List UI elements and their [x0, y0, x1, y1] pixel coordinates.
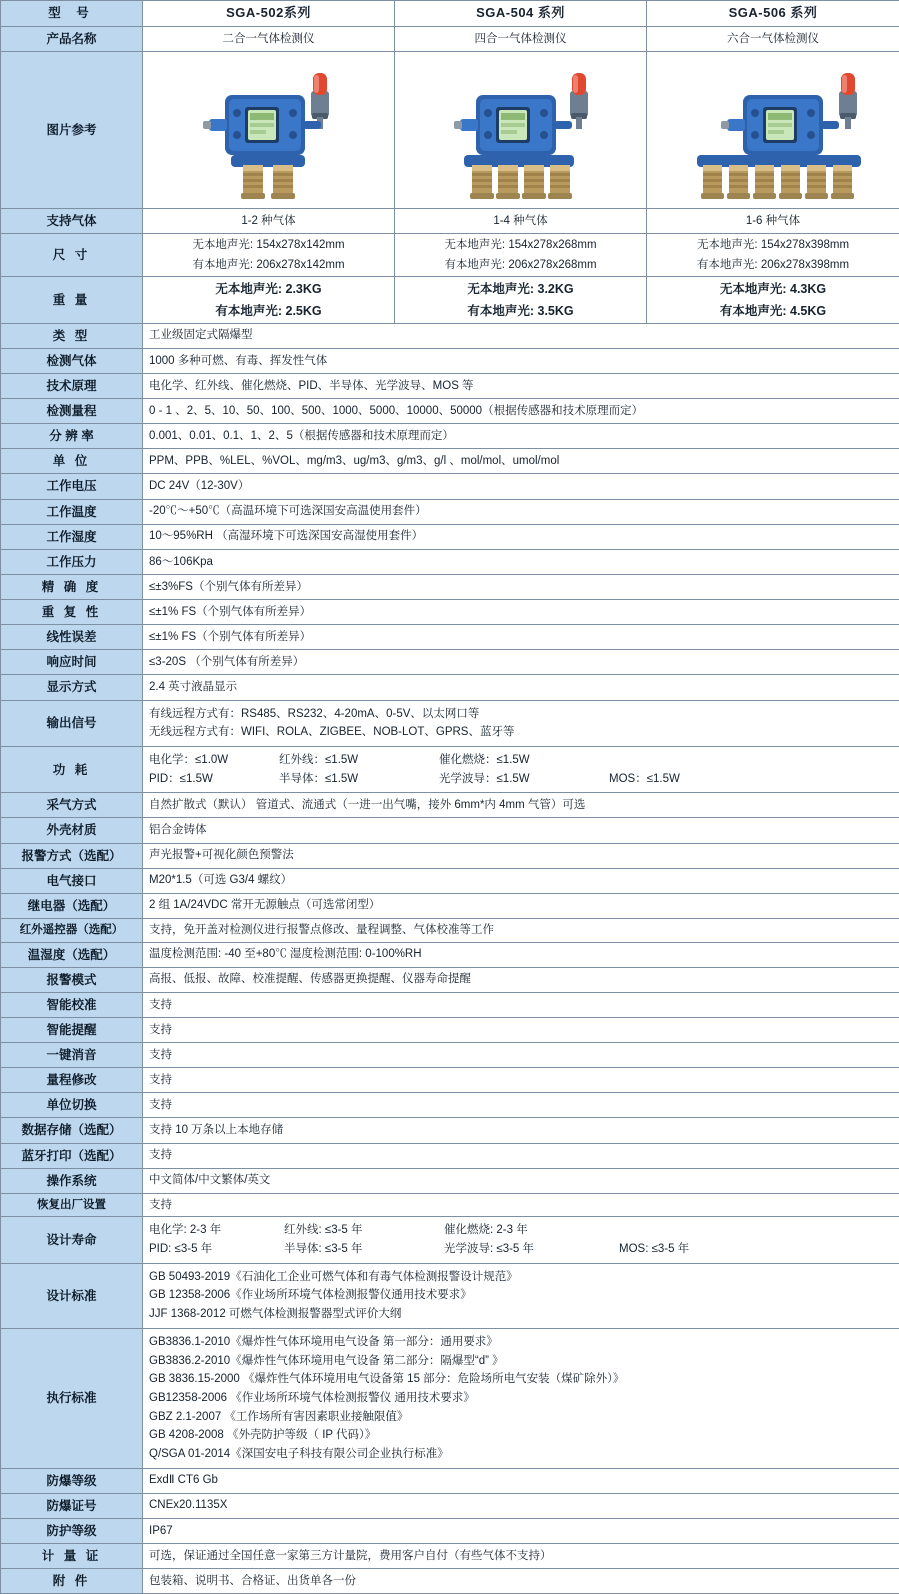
row-label-smart-reminder: 智能提醒 [1, 1017, 143, 1042]
life-electrochemical: 电化学: 2-3 年 [149, 1222, 284, 1239]
row-label-os: 操作系统 [1, 1168, 143, 1193]
value-voltage: DC 24V（12-30V） [143, 474, 899, 499]
table-row-temp-humidity-option [1, 942, 899, 967]
row-label-ex-level: 防爆等级 [1, 1468, 143, 1493]
row-label-unit: 单 位 [1, 449, 143, 474]
table-row-unit [1, 449, 899, 474]
table-row-data-storage [1, 1118, 899, 1143]
design-standard-item: GB 50493-2019《石油化工企业可燃气体和有毒气体检测报警设计规范》 [149, 1269, 893, 1286]
power-pid: PID：≤1.5W [149, 771, 279, 788]
value-electrical-interface: M20*1.5（可选 G3/4 螺纹） [143, 868, 899, 893]
value-linear-error: ≤±1% FS（个别气体有所差异） [143, 625, 899, 650]
table-row-weight [1, 277, 899, 323]
row-label-execution-standard: 执行标准 [1, 1328, 143, 1468]
row-label-power: 功 耗 [1, 746, 143, 792]
table-row-os [1, 1168, 899, 1193]
design-standard-item: GB 12358-2006《作业场所环境气体检测报警仪通用技术要求》 [149, 1287, 893, 1304]
table-row-range [1, 399, 899, 424]
table-row-alarm-method [1, 843, 899, 868]
model-502: SGA-502系列 [143, 1, 395, 27]
life-line-2 [149, 1241, 893, 1258]
size-504-line2: 有本地声光: 206x278x268mm [401, 257, 640, 274]
row-label-range-modify: 量程修改 [1, 1068, 143, 1093]
table-row-linear-error [1, 625, 899, 650]
size-502-line2: 有本地声光: 206x278x142mm [149, 257, 388, 274]
row-label-alarm-method: 报警方式（选配） [1, 843, 143, 868]
table-row-response-time [1, 650, 899, 675]
table-row-ip-level [1, 1518, 899, 1543]
value-data-storage: 支持 10 万条以上本地存储 [143, 1118, 899, 1143]
weight-504-line2: 有本地声光: 3.5KG [401, 302, 640, 320]
weight-502-line1: 无本地声光: 2.3KG [149, 280, 388, 298]
table-row-unit-switch [1, 1093, 899, 1118]
table-row-type [1, 323, 899, 348]
value-type: 工业级固定式隔爆型 [143, 323, 899, 348]
weight-504-line1: 无本地声光: 3.2KG [401, 280, 640, 298]
execution-standard-item: GB3836.2-2010《爆炸性气体环境用电气设备 第二部分：隔爆型“d” 》 [149, 1353, 893, 1370]
table-row-smart-calibration [1, 992, 899, 1017]
table-row-size [1, 234, 899, 277]
power-mos: MOS：≤1.5W [609, 771, 680, 788]
life-optical-waveguide: 光学波导: ≤3-5 年 [444, 1241, 619, 1258]
execution-standard-item: GBZ 2.1-2007 《工作场所有害因素职业接触限值》 [149, 1409, 893, 1426]
row-label-temp-humidity-option: 温湿度（选配） [1, 942, 143, 967]
table-row-power [1, 746, 899, 792]
row-label-work-humidity: 工作湿度 [1, 524, 143, 549]
value-resolution: 0.001、0.01、0.1、1、2、5（根据传感器和技术原理而定） [143, 424, 899, 449]
row-label-ex-certificate: 防爆证号 [1, 1493, 143, 1518]
life-infrared: 红外线: ≤3-5 年 [284, 1222, 444, 1239]
row-label-image-reference: 图片参考 [1, 51, 143, 208]
table-row-design-life [1, 1217, 899, 1263]
row-label-display: 显示方式 [1, 675, 143, 700]
value-bluetooth-print: 支持 [143, 1143, 899, 1168]
value-smart-reminder: 支持 [143, 1017, 899, 1042]
size-504-line1: 无本地声光: 154x278x268mm [401, 237, 640, 254]
row-label-shell-material: 外壳材质 [1, 818, 143, 843]
life-catalytic: 催化燃烧: 2-3 年 [444, 1222, 528, 1239]
value-power [143, 746, 899, 792]
product-name-506: 六合一气体检测仪 [647, 26, 899, 51]
row-label-sampling: 采气方式 [1, 793, 143, 818]
value-relay: 2 组 1A/24VDC 常开无源触点（可选常闭型） [143, 893, 899, 918]
table-row-output-signal [1, 700, 899, 746]
life-mos: MOS: ≤3-5 年 [619, 1241, 689, 1258]
support-gas-502: 1-2 种气体 [143, 208, 395, 233]
table-row-ex-level [1, 1468, 899, 1493]
row-label-size: 尺 寸 [1, 234, 143, 277]
table-row-ex-certificate [1, 1493, 899, 1518]
row-label-factory-reset: 恢复出厂设置 [1, 1193, 143, 1217]
value-accuracy: ≤±3%FS（个别气体有所差异） [143, 574, 899, 599]
product-name-502: 二合一气体检测仪 [143, 26, 395, 51]
execution-standard-item: GB 4208-2008 《外壳防护等级（ IP 代码）》 [149, 1427, 893, 1444]
value-factory-reset: 支持 [143, 1193, 899, 1217]
value-execution-standard [143, 1328, 899, 1468]
value-temp-humidity-option: 温度检测范围: -40 至+80℃ 湿度检测范围: 0-100%RH [143, 942, 899, 967]
size-504 [395, 234, 647, 277]
value-sampling: 自然扩散式（默认） 管道式、流通式（一进一出气嘴，接外 6mm*内 4mm 气管）可选 [143, 793, 899, 818]
value-work-temp: -20℃～+50℃（高温环境下可选深国安高温使用套件） [143, 499, 899, 524]
table-row-bluetooth-print [1, 1143, 899, 1168]
power-semiconductor: 半导体：≤1.5W [279, 771, 439, 788]
table-row-accuracy [1, 574, 899, 599]
row-label-unit-switch: 单位切换 [1, 1093, 143, 1118]
table-row-metrology-certificate [1, 1543, 899, 1568]
value-unit: PPM、PPB、%LEL、%VOL、mg/m3、ug/m3、g/m3、g/l 、mol/mol、umol/mol [143, 449, 899, 474]
table-row-execution-standard [1, 1328, 899, 1468]
execution-standard-item: Q/SGA 01-2014《深国安电子科技有限公司企业执行标准》 [149, 1446, 893, 1463]
output-line-wireless: 无线远程方式有：WIFI、ROLA、ZIGBEE、NOB-LOT、GPRS、蓝牙等 [149, 724, 893, 741]
size-502 [143, 234, 395, 277]
value-ir-remote: 支持，免开盖对检测仪进行报警点修改、量程调整、气体校准等工作 [143, 918, 899, 942]
value-display: 2.4 英寸液晶显示 [143, 675, 899, 700]
table-row-ir-remote [1, 918, 899, 942]
table-row-design-standard [1, 1263, 899, 1328]
value-response-time: ≤3-20S （个别气体有所差异） [143, 650, 899, 675]
table-row-resolution [1, 424, 899, 449]
weight-506-line1: 无本地声光: 4.3KG [653, 280, 893, 298]
row-label-ip-level: 防护等级 [1, 1518, 143, 1543]
product-image-506 [647, 51, 899, 208]
value-metrology-certificate: 可选，保证通过全国任意一家第三方计量院，费用客户自付（有些气体不支持） [143, 1543, 899, 1568]
design-standard-item: JJF 1368-2012 可燃气体检测报警器型式评价大纲 [149, 1306, 893, 1323]
table-row-support-gas [1, 208, 899, 233]
weight-504 [395, 277, 647, 323]
row-label-linear-error: 线性误差 [1, 625, 143, 650]
power-line-1 [149, 752, 893, 769]
row-label-resolution: 分 辨 率 [1, 424, 143, 449]
power-optical-waveguide: 光学波导：≤1.5W [439, 771, 609, 788]
value-design-life [143, 1217, 899, 1263]
row-label-range: 检测量程 [1, 399, 143, 424]
row-label-accessories: 附 件 [1, 1569, 143, 1594]
table-row-tech-principle [1, 373, 899, 398]
row-label-metrology-certificate: 计 量 证 [1, 1543, 143, 1568]
weight-502 [143, 277, 395, 323]
row-label-output-signal: 输出信号 [1, 700, 143, 746]
table-row-voltage [1, 474, 899, 499]
value-range-modify: 支持 [143, 1068, 899, 1093]
output-line-wired: 有线远程方式有：RS485、RS232、4-20mA、0-5V、以太网口等 [149, 706, 893, 723]
value-output-signal [143, 700, 899, 746]
row-label-detect-gas: 检测气体 [1, 348, 143, 373]
life-pid: PID: ≤3-5 年 [149, 1241, 284, 1258]
value-work-humidity: 10～95%RH （高湿环境下可选深国安高湿使用套件） [143, 524, 899, 549]
row-label-work-temp: 工作温度 [1, 499, 143, 524]
table-row-relay [1, 893, 899, 918]
row-label-electrical-interface: 电气接口 [1, 868, 143, 893]
row-label-design-life: 设计寿命 [1, 1217, 143, 1263]
table-row-electrical-interface [1, 868, 899, 893]
row-label-product-name: 产品名称 [1, 26, 143, 51]
size-506-line2: 有本地声光: 206x278x398mm [653, 257, 893, 274]
value-accessories: 包装箱、说明书、合格证、出货单各一份 [143, 1569, 899, 1594]
model-506: SGA-506 系列 [647, 1, 899, 27]
row-label-data-storage: 数据存储（选配） [1, 1118, 143, 1143]
table-row-alarm-mode [1, 967, 899, 992]
value-ex-level: ExdⅡ CT6 Gb [143, 1468, 899, 1493]
value-repeatability: ≤±1% FS（个别气体有所差异） [143, 600, 899, 625]
product-image-504 [395, 51, 647, 208]
table-row-work-humidity [1, 524, 899, 549]
table-row-product-name [1, 26, 899, 51]
value-ex-certificate: CNEx20.1135X [143, 1493, 899, 1518]
table-row-detect-gas [1, 348, 899, 373]
row-label-support-gas: 支持气体 [1, 208, 143, 233]
table-row-factory-reset [1, 1193, 899, 1217]
row-label-alarm-mode: 报警模式 [1, 967, 143, 992]
execution-standard-item: GB 3836.15-2000 《爆炸性气体环境用电气设备第 15 部分：危险场所电气安装（煤矿除外）》 [149, 1371, 893, 1388]
life-line-1 [149, 1222, 893, 1239]
value-one-key-mute: 支持 [143, 1043, 899, 1068]
value-ip-level: IP67 [143, 1518, 899, 1543]
value-work-pressure: 86～106Kpa [143, 549, 899, 574]
power-line-2 [149, 771, 893, 788]
execution-standard-item: GB3836.1-2010《爆炸性气体环境用电气设备 第一部分：通用要求》 [149, 1334, 893, 1351]
value-os: 中文简体/中文繁体/英文 [143, 1168, 899, 1193]
row-label-repeatability: 重 复 性 [1, 600, 143, 625]
value-alarm-method: 声光报警+可视化颜色预警法 [143, 843, 899, 868]
product-image-502 [143, 51, 395, 208]
power-catalytic: 催化燃烧：≤1.5W [439, 752, 530, 769]
table-row-sampling [1, 793, 899, 818]
model-504: SGA-504 系列 [395, 1, 647, 27]
table-row-range-modify [1, 1068, 899, 1093]
row-label-voltage: 工作电压 [1, 474, 143, 499]
row-label-response-time: 响应时间 [1, 650, 143, 675]
table-row-smart-reminder [1, 1017, 899, 1042]
table-row-model [1, 1, 899, 27]
support-gas-506: 1-6 种气体 [647, 208, 899, 233]
table-row-work-temp [1, 499, 899, 524]
execution-standard-item: GB12358-2006 《作业场所环境气体检测报警仪 通用技术要求》 [149, 1390, 893, 1407]
row-label-smart-calibration: 智能校准 [1, 992, 143, 1017]
table-row-one-key-mute [1, 1043, 899, 1068]
row-label-design-standard: 设计标准 [1, 1263, 143, 1328]
weight-502-line2: 有本地声光: 2.5KG [149, 302, 388, 320]
value-tech-principle: 电化学、红外线、催化燃烧、PID、半导体、光学波导、MOS 等 [143, 373, 899, 398]
value-unit-switch: 支持 [143, 1093, 899, 1118]
row-label-model: 型 号 [1, 1, 143, 27]
row-label-tech-principle: 技术原理 [1, 373, 143, 398]
row-label-ir-remote: 红外遥控器（选配） [1, 918, 143, 942]
row-label-type: 类 型 [1, 323, 143, 348]
table-row-image-reference [1, 51, 899, 208]
weight-506-line2: 有本地声光: 4.5KG [653, 302, 893, 320]
life-semiconductor: 半导体: ≤3-5 年 [284, 1241, 444, 1258]
value-alarm-mode: 高报、低报、故障、校准提醒、传感器更换提醒、仪器寿命提醒 [143, 967, 899, 992]
row-label-accuracy: 精 确 度 [1, 574, 143, 599]
size-502-line1: 无本地声光: 154x278x142mm [149, 237, 388, 254]
value-design-standard [143, 1263, 899, 1328]
row-label-work-pressure: 工作压力 [1, 549, 143, 574]
value-smart-calibration: 支持 [143, 992, 899, 1017]
power-infrared: 红外线：≤1.5W [279, 752, 439, 769]
row-label-weight: 重 量 [1, 277, 143, 323]
value-shell-material: 铝合金铸体 [143, 818, 899, 843]
table-row-display [1, 675, 899, 700]
value-detect-gas: 1000 多种可燃、有毒、挥发性气体 [143, 348, 899, 373]
weight-506 [647, 277, 899, 323]
table-row-accessories [1, 1569, 899, 1594]
row-label-one-key-mute: 一键消音 [1, 1043, 143, 1068]
power-electrochemical: 电化学：≤1.0W [149, 752, 279, 769]
support-gas-504: 1-4 种气体 [395, 208, 647, 233]
size-506 [647, 234, 899, 277]
row-label-bluetooth-print: 蓝牙打印（选配） [1, 1143, 143, 1168]
value-range: 0 - 1 、2、5、10、50、100、500、1000、5000、10000、50000（根据传感器和技术原理而定） [143, 399, 899, 424]
size-506-line1: 无本地声光: 154x278x398mm [653, 237, 893, 254]
table-row-repeatability [1, 600, 899, 625]
table-row-work-pressure [1, 549, 899, 574]
table-row-shell-material [1, 818, 899, 843]
row-label-relay: 继电器（选配） [1, 893, 143, 918]
product-name-504: 四合一气体检测仪 [395, 26, 647, 51]
